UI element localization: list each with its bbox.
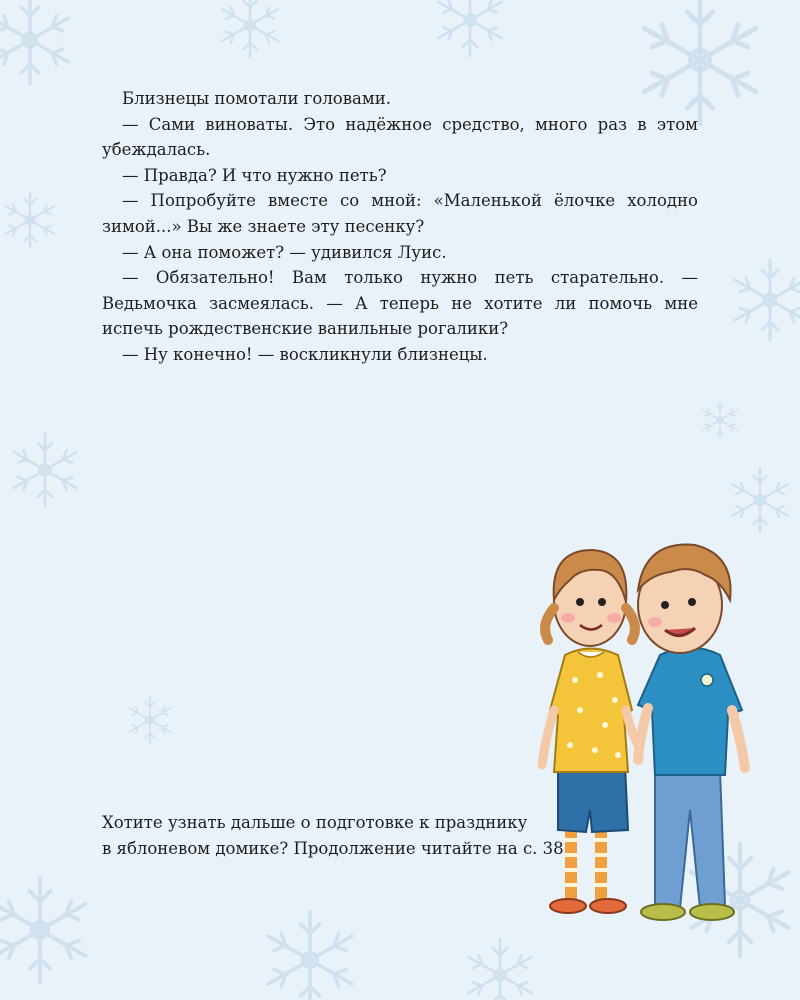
snowflake-icon <box>469 939 532 1000</box>
snowflake-icon <box>439 0 502 56</box>
story-paragraph: — Ну конечно! — воскликнули близнецы. <box>122 344 488 364</box>
snowflake-icon <box>703 400 738 440</box>
story-text <box>102 86 698 368</box>
snowflake-icon <box>13 434 76 506</box>
continuation-line: Хотите узнать дальше о подготовке к празднику <box>102 813 528 832</box>
story-paragraph: — Обязательно! Вам только нужно петь старательно. — Ведьмочка засмеялась. — А теперь не хотите ли помочь мне испечь рождественские ванильные рогалики? <box>102 268 698 339</box>
girl-figure <box>542 550 638 913</box>
continuation-note <box>102 810 562 862</box>
continuation-line: в яблоневом домике? Продолжение читайте на с. 38 <box>102 839 564 858</box>
snowflake-icon <box>0 0 68 84</box>
story-paragraph: — Сами виноваты. Это надёжное средство, много раз в этом убеждалась. <box>102 114 698 160</box>
snowflake-icon <box>268 912 352 1000</box>
boy-figure <box>638 545 745 920</box>
snowflake-icon <box>735 260 800 340</box>
story-paragraph: Близнецы помотали головами. <box>122 89 391 108</box>
story-paragraph: — А она поможет? — удивился Луис. <box>122 242 447 262</box>
twins-illustration <box>520 510 790 940</box>
snowflake-icon <box>0 878 86 982</box>
story-paragraph: — Попробуйте вместе со мной: «Маленькой ёлочке холодно зимой...» Вы же знаете эту песенку? <box>102 191 698 236</box>
snowflake-icon <box>129 696 171 744</box>
snowflake-icon <box>6 192 55 248</box>
story-paragraph: — Правда? И что нужно петь? <box>122 165 387 185</box>
snowflake-icon <box>222 0 278 57</box>
